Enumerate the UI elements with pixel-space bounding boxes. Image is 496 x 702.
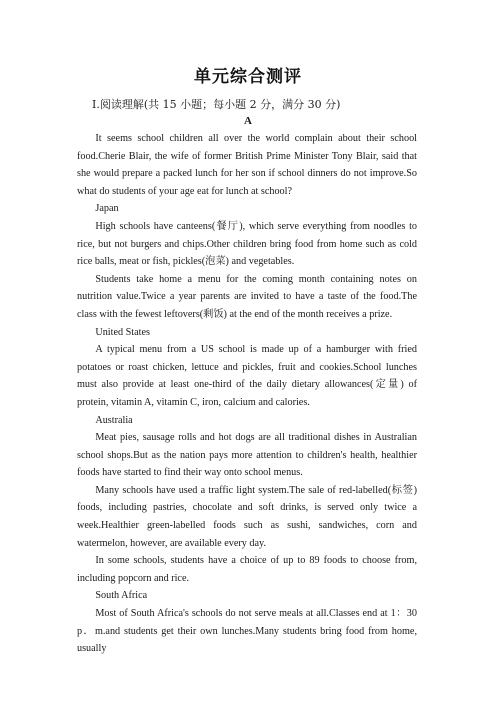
passage-label: A (244, 115, 252, 127)
section-header: Ⅰ.阅读理解(共 15 小题；每小题 2 分，满分 30 分) (92, 98, 341, 111)
paragraph-japan-2: Students take home a menu for the coming month containing notes on nutrition value.Twice a year parents are invited to have a taste of the food.The class with the fewest leftovers(剩饭) at the end of the month receives a prize. (77, 273, 417, 320)
paragraph-australia-2: Many schools have used a traffic light system.The sale of red-labelled(标签) foods, including pastries, chocolate and soft drinks, is served only twice a week.Healthier green-labelled foods such as sushi, sandwiches, corn and watermelon, however, are available every day. (77, 484, 417, 549)
paragraph-australia-1: Meat pies, sausage rolls and hot dogs are all traditional dishes in Australian school shops.But as the nation pays more attention to children's health, healthier foods have started to find their way onto school menus. (77, 432, 417, 479)
country-heading-united-states: United States (95, 326, 150, 338)
country-heading-japan: Japan (95, 203, 119, 215)
paragraph-japan-1: High schools have canteens(餐厅), which serve everything from noodles to rice, but not burgers and chips.Other children bring food from home such as cold rice balls, meat or fish, pickles(泡菜) and vegetables. (77, 220, 417, 268)
country-heading-south-africa: South Africa (95, 590, 148, 602)
page-title: 单元综合测评 (194, 67, 302, 87)
country-heading-australia: Australia (95, 414, 133, 426)
paragraph-australia-3: In some schools, students have a choice of up to 89 foods to choose from, including popcorn and rice. (77, 555, 417, 584)
paragraph-south-africa: Most of South Africa's schools do not serve meals at all.Classes end at 1：30 p．m.and students get their own lunches.Many students bring food from home, usually (77, 608, 417, 655)
passage-body (77, 130, 417, 658)
paragraph-intro: It seems school children all over the world complain about their school food.Cherie Blair, the wife of former British Prime Minister Tony Blair, said that she would prepare a packed lunch for her son if school dinners do not improve.So what do students of your age eat for lunch at school? (77, 133, 417, 197)
paragraph-united-states: A typical menu from a US school is made up of a hamburger with fried potatoes or roast chicken, lettuce and pickles, fruit and cookies.School lunches must also provide at least one-third of the daily dietary allowances(定量) of protein, vitamin A, vitamin C, iron, calcium and calories. (77, 344, 417, 408)
